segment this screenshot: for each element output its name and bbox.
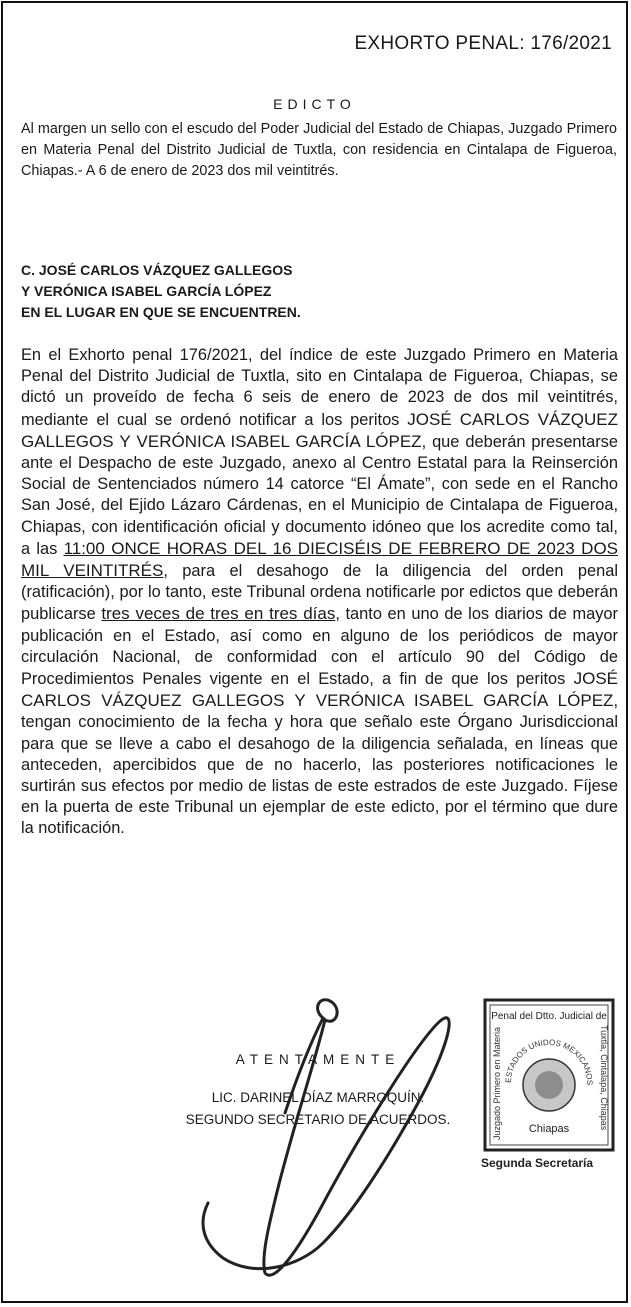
signer-role: SEGUNDO SECRETARIO DE ACUERDOS. [185,1112,451,1127]
publication-frequency: tres veces de tres en tres días [101,604,336,624]
document-title: EDICTO [273,96,356,112]
expert-names-1: JOSÉ CARLOS VÁZQUEZ GALLEGOS Y VERÓNICA ISABEL GARCÍA LÓPEZ [21,409,618,451]
hearing-date: 11:00 ONCE HORAS DEL 16 DIECISÉIS DE FEBRERO DE 2023 DOS MIL VEINTITRÉS [21,538,618,581]
seal-top-text: Penal del Dtto. Judicial de [491,1011,607,1022]
addressee-line-2: Y VERÓNICA ISABEL GARCÍA LÓPEZ [21,283,272,299]
signer-name: LIC. DARINEL DÍAZ MARROQUÍN. [211,1090,425,1105]
seal-secretary-text: Segunda Secretaría [481,1156,594,1170]
expert-names-2: JOSÉ CARLOS VÁZQUEZ GALLEGOS Y VERÓNICA ISABEL GARCÍA LÓPEZ [21,669,618,711]
seal-inner-text: ESTADOS UNIDOS MEXICANOS [503,1037,595,1086]
seal-left-text: Juzgado Primero en Materia [492,1026,502,1140]
case-number: EXHORTO PENAL: 176/2021 [354,33,612,54]
body-part-5: , tengan conocimiento de la fecha y hora que señalo este Órgano Jurisdiccional para que se lleve a cabo el desahogo de la diligencia señalada, en líneas que anteceden, apercibidos que de no hacerlo, las posteriores notificaciones le surtirán sus efectos por medio de listas de este estrados de este Juzgado. Fíjese en la puerta de este Tribunal un ejemplar de este edicto, por el término que dure la notificación. [21,692,618,838]
body-part-1: En el Exhorto penal 176/2021, del índice de este Juzgado Primero en Materia Penal del Distrito Judicial de Tuxtla, sito en Cintalapa de Figueroa, Chiapas, se dictó un proveído de fecha 6 seis de enero de 2023 de dos mil veintitrés, mediante el cual se ordenó notificar a los peritos [21,346,618,429]
addressee-line-1: C. JOSÉ CARLOS VÁZQUEZ GALLEGOS [21,262,293,278]
body-part-2: , que deberán presentarse ante el Despacho de este Juzgado, anexo al Centro Estatal para la Reinserción Social de Sentenciados número 14 catorce “El Ámate”, con sede en el Rancho San José, del Ejido Lázaro Cárdenas, en el Municipio de Cintalapa de Figueroa, Chiapas, con identificación oficial y documento idóneo que los acredite como tal, a las [21,432,618,558]
seal-bottom-text: Chiapas [528,1123,570,1135]
edict-page [1,1,628,1303]
body-part-3: , para el desahogo de la diligencia del orden penal (ratificación), por lo tanto, este Tribunal ordena notificarle por edictos que deberán publicarse [21,562,618,624]
court-seal [473,995,623,1170]
closing-word: ATENTAMENTE [235,1052,401,1067]
addressee-line-3: EN EL LUGAR EN QUE SE ENCUENTREN. [21,304,301,320]
body-part-4: , tanto en uno de los diarios de mayor publicación en el Estado, así como en alguno de los periódicos de mayor circulación Nacional, de conformidad con el artículo 90 del Código de Procedimientos Penales vigente en el Estado, a fin de que los peritos [21,605,618,689]
seal-right-text: Tuxtla, Cintalapa, Chiapas [599,1025,609,1131]
addressee-block [21,260,541,323]
edict-body [21,345,618,840]
margin-note: Al margen un sello con el escudo del Poder Judicial del Estado de Chiapas, Juzgado Primero en Materia Penal del Distrito Judicial de Tuxtla, con residencia en Cintalapa de Figueroa, Chiapas.- A 6 de enero de 2023 dos mil veintitrés. [21,121,617,179]
handwritten-signature [183,988,483,1288]
